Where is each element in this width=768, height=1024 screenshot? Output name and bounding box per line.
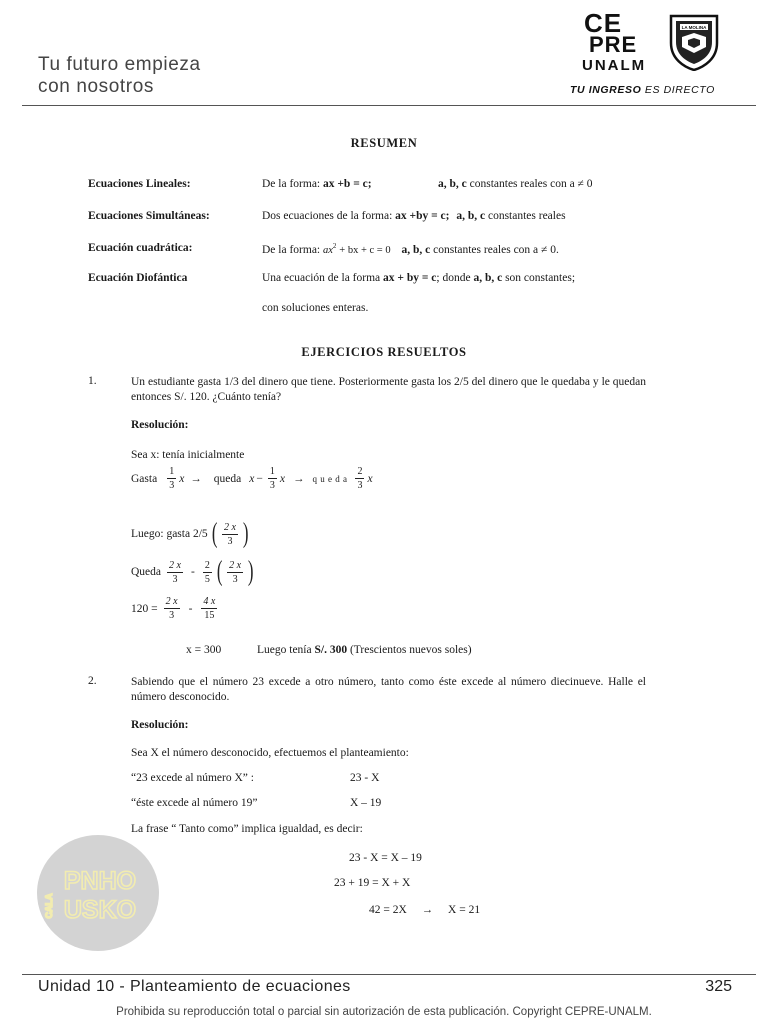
exercise-2-number: 2. [88,675,97,687]
exercise-1-result: x = 300 [186,644,222,656]
exercise-1-statement: Un estudiante gasta 1/3 del dinero que tiene. Posteriormente gasta los 2/5 del dinero que le quedaba y le quedan entonces S/. 120. ¿Cuánto tenía? [131,376,646,403]
brand-wordmark-ce: CE [584,8,623,38]
summary-desc-simultaneas: Dos ecuaciones de la forma: ax +by = c; a, b, c constantes reales [262,210,566,222]
brand-wordmark-pre: PRE [589,32,638,57]
slogan-line-1: Tu futuro empieza [38,54,201,75]
exercise-2-statement: Sabiendo que el número 23 excede a otro número, tanto como éste excede al número diecinueve. Halle el número desconocido. [131,676,646,703]
tagline-light: ES DIRECTO [644,84,715,96]
exercise-2-expression-2: X – 19 [350,797,382,809]
exercise-1-equation: 120 = $\frac{2 x}{3}$ - $\frac{4 x}{15}$ [131,596,216,621]
exercise-2-resolution-label: Resolución: [131,719,189,731]
exercise-1-second-spending: Luego: gasta 2/5 ( $\frac{2 x}{3}$ ) [131,518,249,549]
svg-text:CALA: CALA [44,893,54,919]
exercise-2-expression-1: 23 - X [350,772,380,784]
svg-text:PNHO: PNHO [63,867,137,895]
exercise-2-statement-quote-2: “éste excede al número 19” [131,797,258,809]
footer-divider [22,974,756,975]
tagline-bold: TU INGRESO [570,84,642,96]
exercise-2-statement-quote-1: “23 excede al número X” : [131,772,254,784]
exercise-1-spending-line: Gasta $\frac{1}{3}$ x → queda x − $\frac{1}{3}$ x → q u e d a $\frac{2}{3}$ x [131,466,373,491]
summary-extra-lineales: a, b, c constantes reales con a ≠ 0 [438,178,593,190]
exercise-2-equation-2: 23 + 19 = X + X [334,877,411,889]
summary-label-simultaneas: Ecuaciones Simultáneas: [88,210,210,222]
copyright-notice: Prohibida su reproducción total o parcial sin autorización de esta publicación. Copyright CEPRE-UNALM. [116,1006,652,1018]
exercise-1-answer: Luego tenía S/. 300 (Trescientos nuevos soles) [257,644,472,656]
exercise-1-variable-definition: Sea x: tenía inicialmente [131,449,245,461]
exercise-1-number: 1. [88,375,97,387]
brand-wordmark-unalm: UNALM [582,57,647,74]
exercise-2-setup: Sea X el número desconocido, efectuemos el planteamiento: [131,747,409,759]
exercise-2-equation-1: 23 - X = X – 19 [349,852,422,864]
summary-label-diofantica: Ecuación Diofántica [88,272,188,284]
summary-desc-diofantica-line2: con soluciones enteras. [262,302,369,314]
section-title-resumen: RESUMEN [350,136,418,150]
slogan-line-2: con nosotros [38,76,154,97]
summary-label-lineales: Ecuaciones Lineales: [88,178,191,190]
summary-label-cuadratica: Ecuación cuadrática: [88,242,193,254]
watermark-seal [36,834,160,952]
header-divider [22,105,756,106]
crest-text: LA MOLINA [681,25,707,30]
footer-page-number: 325 [705,978,732,995]
exercise-1-resolution-label: Resolución: [131,419,189,431]
summary-desc-diofantica: Una ecuación de la forma ax + by = c; donde a, b, c son constantes; [262,272,576,284]
footer-unit-title: Unidad 10 - Planteamiento de ecuaciones [38,978,351,995]
summary-desc-lineales: De la forma: ax +b = c; [262,178,372,190]
svg-text:USKO: USKO [63,896,137,924]
summary-desc-cuadratica: De la forma: $ax^2$ + bx + c = 0 a, b, c constantes reales con a ≠ 0. [262,242,559,256]
tagline [570,84,715,96]
exercise-1-remaining-expression: Queda $\frac{2 x}{3}$ - $\frac{2}{5}$ ( $\frac{2 x}{3}$ ) [131,556,254,587]
exercise-2-phrase-note: La frase “ Tanto como” implica igualdad, es decir: [131,823,363,835]
section-title-ejercicios: EJERCICIOS RESUELTOS [301,345,467,359]
exercise-2-equation-3: 42 = 2X → X = 21 [369,904,481,916]
university-crest-icon [668,13,720,71]
